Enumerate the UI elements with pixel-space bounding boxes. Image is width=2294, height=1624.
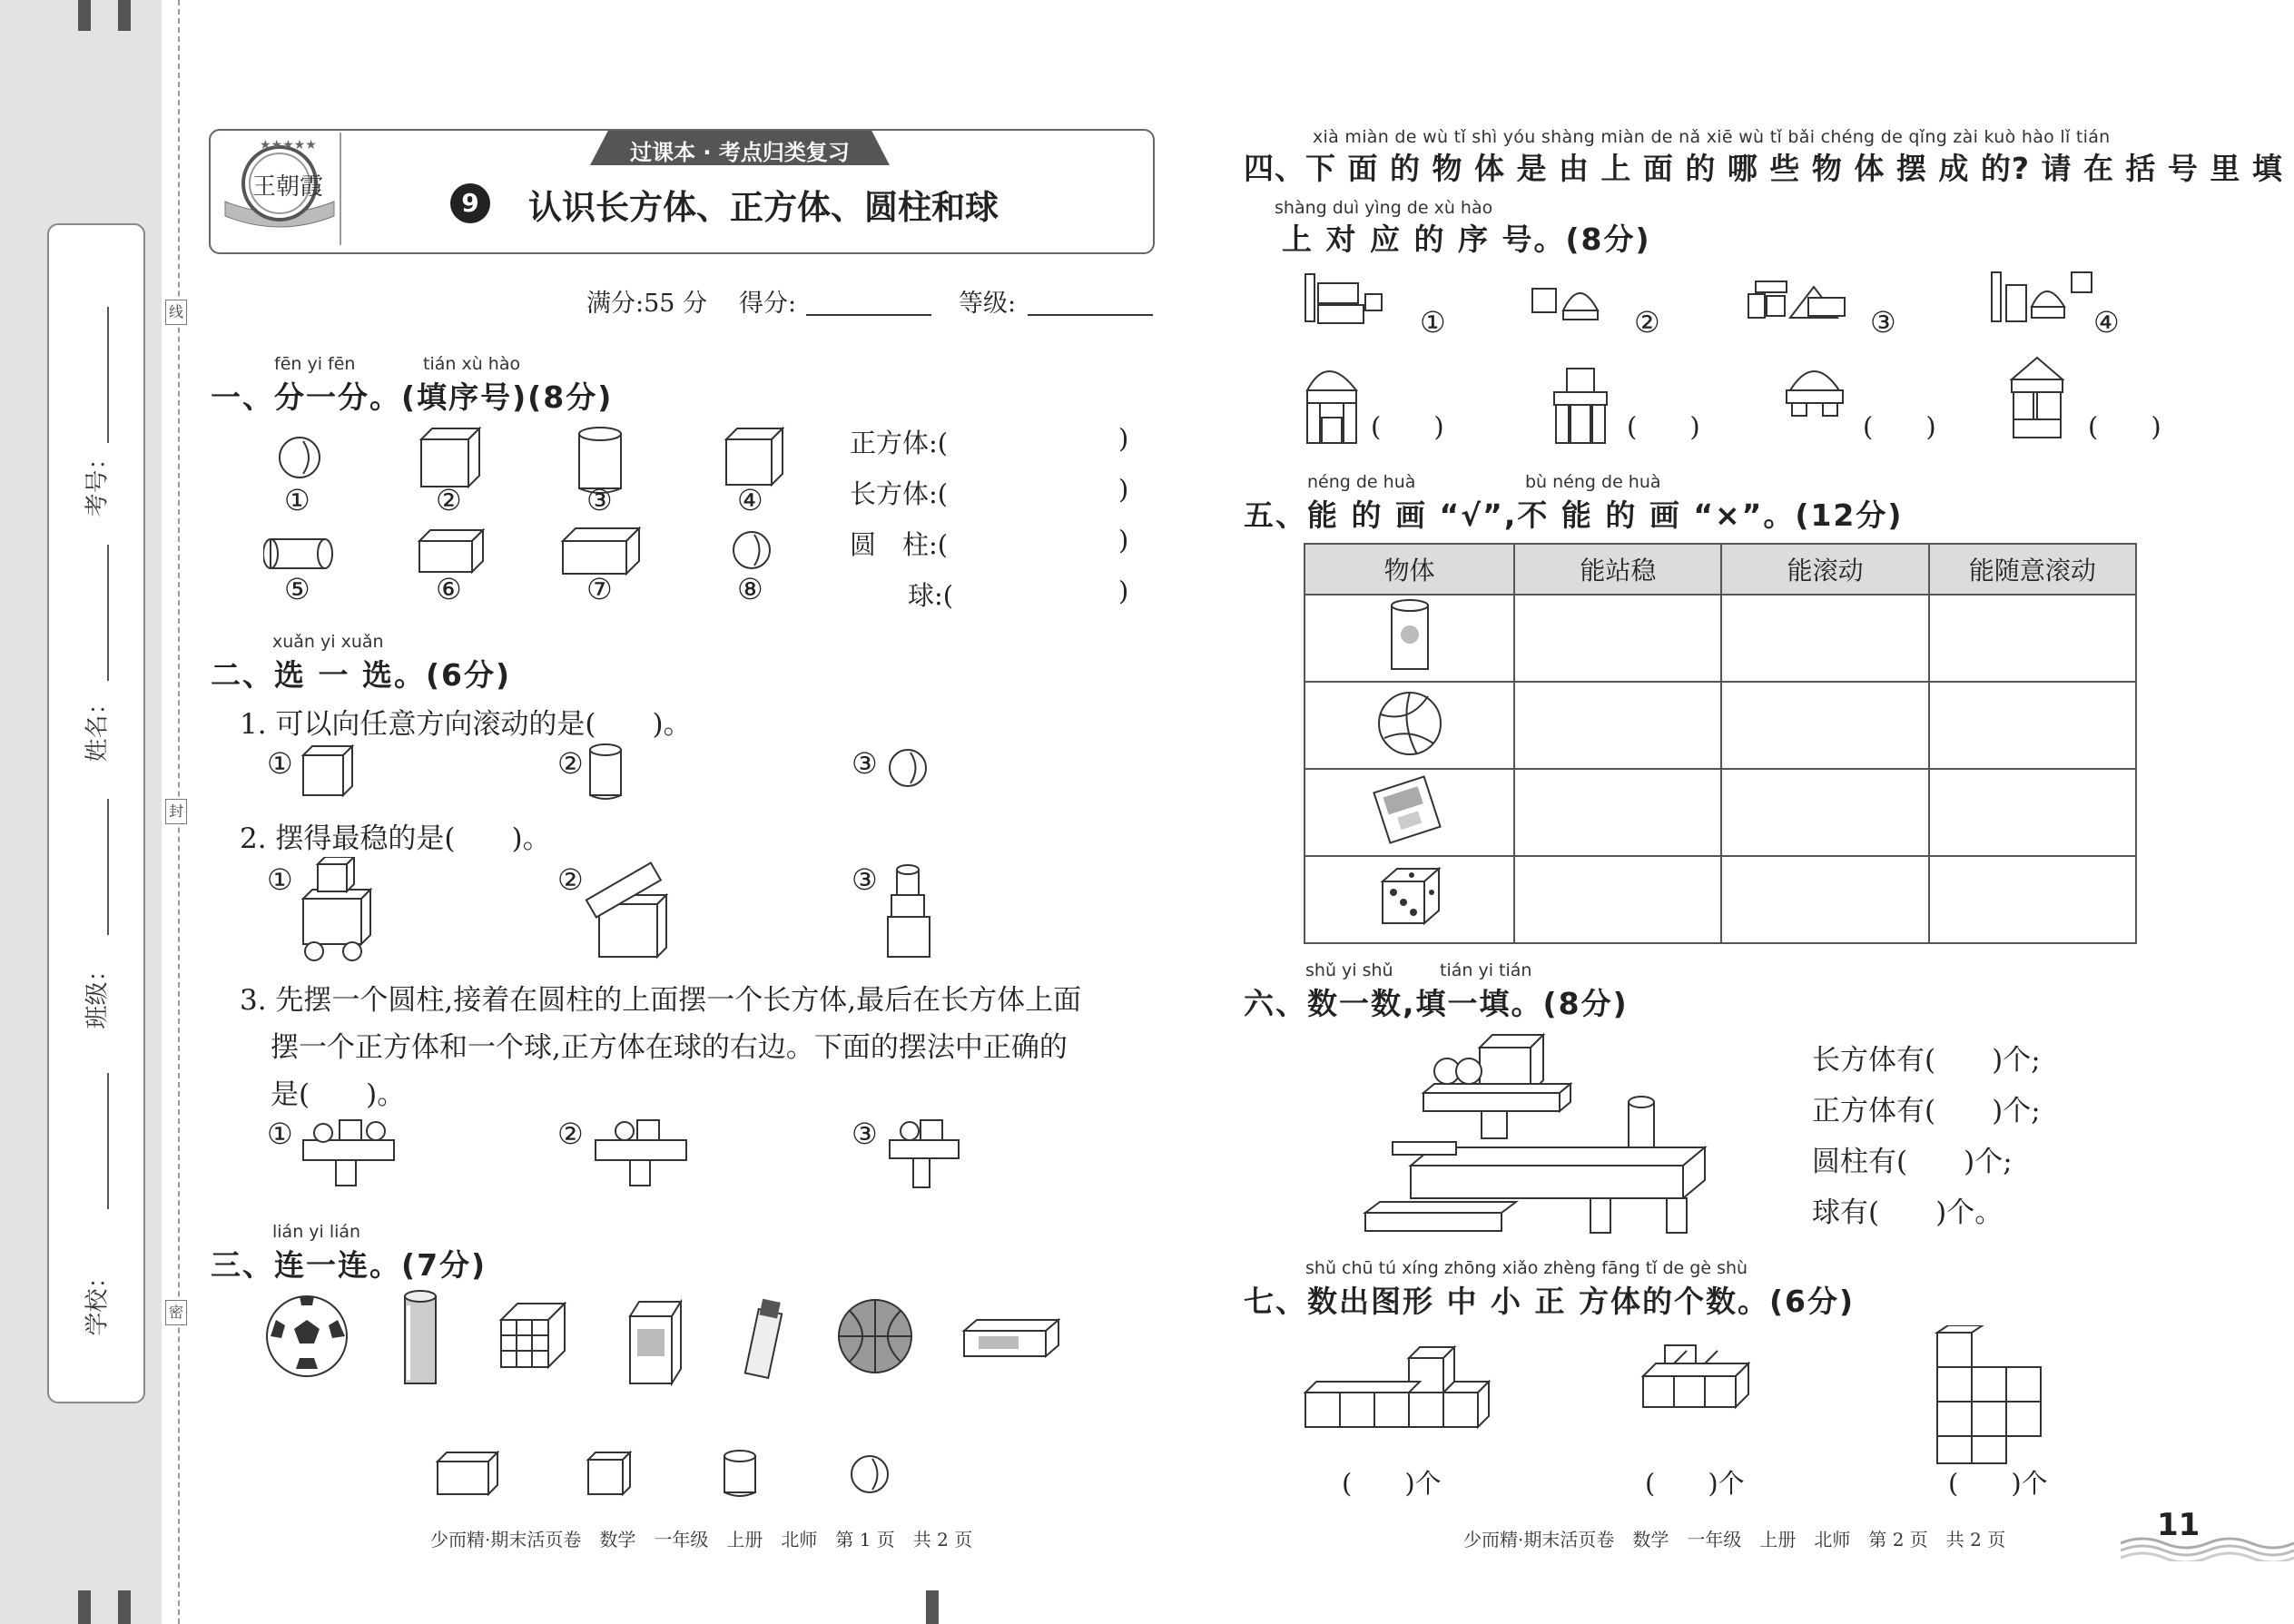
answer-cuboid-label: 长方体:(	[850, 478, 949, 509]
q3-shapes	[427, 1447, 917, 1501]
cell-roll[interactable]	[1721, 769, 1928, 856]
answer-cube-label: 正方体:(	[850, 428, 949, 458]
cube-option	[303, 746, 352, 795]
q4-pinyin-line2: shàng duì yìng de xù hào	[1275, 198, 1493, 218]
cup-icon	[1383, 598, 1437, 674]
set-2	[1532, 289, 1598, 320]
q2-2-opt3[interactable]: ③	[852, 862, 878, 897]
col-object: 物体	[1305, 544, 1514, 595]
footer-left: 少而精·期末活页卷 数学 一年级 上册 北师 第 1 页 共 2 页	[430, 1529, 973, 1550]
eraser-icon	[964, 1320, 1058, 1356]
cell-stand[interactable]	[1514, 595, 1721, 682]
stack-cylinder-top	[586, 862, 666, 957]
exam-no-line	[107, 307, 109, 443]
q6-line-cylinder: 圆柱有( )个;	[1812, 1146, 2013, 1178]
cell-roll-any[interactable]	[1929, 595, 2136, 682]
logo	[216, 136, 343, 245]
row-object-ball	[1305, 682, 1514, 769]
crop-mark	[78, 1590, 91, 1624]
grade-field[interactable]	[1028, 314, 1153, 316]
figure-1	[1305, 1347, 1489, 1427]
name-line	[107, 545, 109, 681]
q4-answer-3[interactable]: ( )	[1863, 411, 1936, 442]
q1-num-3: ③	[586, 483, 613, 517]
q6-heading: 六、数一数,填一填。(8分)	[1244, 986, 1629, 1021]
cell-stand[interactable]	[1514, 856, 1721, 943]
dice-icon	[1373, 861, 1446, 934]
q4-pinyin-line1: xià miàn de wù tǐ shì yóu shàng miàn de nǎ xiē wù tǐ bǎi chéng de qǐng zài kuò hào lǐ tián	[1313, 127, 2111, 147]
crop-mark	[118, 1590, 131, 1624]
q4-num-1: ①	[1420, 305, 1446, 340]
sphere-8	[733, 532, 770, 568]
row-object-cup	[1305, 595, 1514, 682]
grade-label: 等级:	[959, 290, 1017, 318]
sphere-option	[890, 750, 926, 786]
q1-num-6: ⑥	[436, 572, 462, 606]
answer-cube-close: )	[1118, 423, 1129, 454]
student-info-panel	[47, 223, 145, 1403]
score-label: 得分:	[739, 290, 797, 318]
stack-on-wheels	[303, 857, 370, 960]
q4-heading-line2: 上 对 应 的 序 号。(8分)	[1282, 221, 1651, 257]
q1-shapes	[263, 423, 790, 605]
volleyball-icon	[1373, 687, 1446, 760]
q4-answer-2[interactable]: ( )	[1627, 411, 1700, 442]
set-1	[1305, 274, 1382, 323]
q6-structure	[1360, 1029, 1723, 1240]
cylinder-target	[724, 1451, 755, 1496]
stack-tower	[888, 865, 930, 957]
figure-2	[1643, 1345, 1748, 1407]
bind-mark: 密	[165, 1300, 187, 1325]
figure-3	[1937, 1325, 2041, 1463]
wave-decoration	[2121, 1507, 2294, 1561]
set-3	[1748, 281, 1845, 318]
cell-roll-any[interactable]	[1929, 682, 2136, 769]
q1-num-5: ⑤	[284, 572, 310, 606]
built-1	[1307, 371, 1356, 443]
cube-2	[421, 428, 479, 487]
col-roll-any: 能随意滚动	[1929, 544, 2136, 595]
q1-pinyin-b: tián xù hào	[423, 354, 521, 374]
cylinder-5	[263, 539, 332, 568]
q2-heading: 二、选 一 选。(6分)	[211, 657, 512, 693]
cube-4	[726, 428, 783, 485]
answer-cylinder-label: 圆 柱:(	[850, 529, 949, 560]
school-line	[107, 1073, 109, 1209]
bind-mark: 封	[165, 799, 187, 824]
page-number: 11	[2157, 1507, 2200, 1543]
q3-objects	[263, 1284, 1071, 1393]
q2-1-shapes	[300, 739, 935, 812]
q7-answer-3[interactable]: ( )个	[1948, 1468, 2048, 1499]
arrangement-3	[890, 1120, 959, 1187]
q7-heading: 七、数出图形 中 小 正 方体的个数。(6分)	[1244, 1284, 1856, 1319]
rubiks-cube-icon	[501, 1304, 565, 1367]
table-row	[1305, 595, 2136, 682]
cube-target	[588, 1452, 630, 1494]
q2-1-opt2[interactable]: ②	[557, 746, 584, 781]
cell-roll-any[interactable]	[1929, 769, 2136, 856]
crop-mark	[78, 0, 91, 31]
q2-1-opt1[interactable]: ①	[267, 746, 293, 781]
bind-mark: 线	[165, 300, 187, 325]
q2-2-opt1[interactable]: ①	[267, 862, 293, 897]
class-line	[107, 799, 109, 935]
basketball-icon	[839, 1300, 911, 1373]
q6-pinyin-a: shǔ yi shǔ	[1305, 960, 1393, 980]
row-object-book	[1305, 769, 1514, 856]
cell-roll[interactable]	[1721, 856, 1928, 943]
can-icon	[405, 1291, 436, 1383]
q2-s1: 1. 可以向任意方向滚动的是( )。	[240, 708, 692, 741]
logo-text: 王朝霞	[252, 173, 324, 201]
q7-figures	[1300, 1325, 2117, 1471]
class-label: 班级：	[84, 958, 112, 1029]
banner-text: 过课本 · 考点归类复习	[630, 140, 850, 165]
cell-roll[interactable]	[1721, 595, 1928, 682]
q2-1-opt3[interactable]: ③	[852, 746, 878, 781]
school-label: 学校：	[84, 1265, 112, 1336]
q2-s3-line3: 是( )。	[271, 1078, 406, 1111]
sphere-1	[280, 438, 320, 477]
q2-s2: 2. 摆得最稳的是( )。	[240, 822, 551, 855]
built-2	[1554, 369, 1607, 443]
name-label: 姓名：	[84, 691, 112, 763]
cuboid-6	[419, 530, 483, 572]
cell-stand[interactable]	[1514, 682, 1721, 769]
q2-3-opt2[interactable]: ②	[557, 1117, 584, 1151]
unit-number: 9	[450, 183, 490, 223]
cell-roll[interactable]	[1721, 682, 1928, 769]
built-3	[1787, 371, 1843, 416]
q2-2-opt2[interactable]: ②	[557, 862, 584, 897]
q6-pinyin-b: tián yi tián	[1440, 960, 1532, 980]
svg-text:★★★★★: ★★★★★	[260, 138, 317, 153]
cell-roll-any[interactable]	[1929, 856, 2136, 943]
q2-2-stacks	[296, 857, 950, 966]
q2-pinyin: xuǎn yi xuǎn	[272, 632, 384, 652]
q3-pinyin: lián yi lián	[272, 1222, 361, 1242]
page-title: 认识长方体、正方体、圆柱和球	[528, 188, 999, 227]
table-row	[1305, 856, 2136, 943]
glue-stick-icon	[745, 1299, 782, 1378]
q7-pinyin: shǔ chū tú xíng zhōng xiǎo zhèng fāng tǐ de gè shù	[1305, 1258, 1748, 1278]
q2-3-opt1[interactable]: ①	[267, 1117, 293, 1151]
table-row	[1305, 769, 2136, 856]
arrangement-1	[303, 1120, 394, 1186]
row-object-dice	[1305, 856, 1514, 943]
q6-line-cube: 正方体有( )个;	[1812, 1095, 2041, 1127]
cuboid-target	[438, 1452, 497, 1494]
q3-heading: 三、连一连。(7分)	[211, 1247, 487, 1283]
milk-box-icon	[630, 1302, 681, 1383]
q5-heading: 五、能 的 画 “√”,不 能 的 画 “×”。(12分)	[1244, 497, 1904, 533]
footer-right: 少而精·期末活页卷 数学 一年级 上册 北师 第 2 页 共 2 页	[1463, 1529, 2006, 1550]
q6-line-cuboid: 长方体有( )个;	[1812, 1044, 2041, 1077]
q5-pinyin-a: néng de huà	[1307, 472, 1416, 492]
q7-answer-2[interactable]: ( )个	[1645, 1468, 1745, 1499]
q1-num-1: ①	[284, 483, 310, 517]
q1-pinyin-a: fēn yi fēn	[274, 354, 356, 374]
table-row	[1305, 682, 2136, 769]
answer-sphere-label: 球:(	[908, 580, 954, 611]
cell-stand[interactable]	[1514, 769, 1721, 856]
col-roll: 能滚动	[1721, 544, 1928, 595]
q1-num-8: ⑧	[737, 572, 763, 606]
q1-heading: 一、分一分。(填序号)(8分)	[211, 379, 614, 415]
q4-num-3: ③	[1870, 305, 1896, 340]
q4-num-2: ②	[1634, 305, 1660, 340]
q2-s3-line1: 3. 先摆一个圆柱,接着在圆柱的上面摆一个长方体,最后在长方体上面	[240, 984, 1082, 1017]
q2-3-arrangements	[300, 1113, 971, 1189]
sphere-target	[852, 1456, 888, 1492]
q1-num-7: ⑦	[586, 572, 613, 606]
q1-num-4: ④	[737, 483, 763, 517]
set-4	[1992, 272, 2092, 321]
answer-cylinder-close: )	[1118, 525, 1129, 556]
col-stand: 能站稳	[1514, 544, 1721, 595]
q4-heading-line1: 四、下 面 的 物 体 是 由 上 面 的 哪 些 物 体 摆 成 的? 请 在 括 号 里 填	[1244, 151, 2283, 186]
q4-answer-4[interactable]: ( )	[2088, 411, 2161, 442]
built-4	[2012, 358, 2063, 438]
book-icon	[1372, 774, 1448, 847]
q2-s3-line2: 摆一个正方体和一个球,正方体在球的右边。下面的摆法中正确的	[271, 1031, 1068, 1064]
answer-sphere-close: )	[1118, 576, 1129, 606]
q4-answer-1[interactable]: ( )	[1371, 411, 1444, 442]
answer-cuboid-close: )	[1118, 474, 1129, 505]
q5-table	[1304, 543, 2137, 944]
full-score: 满分:55 分	[586, 290, 708, 318]
soccer-ball-icon	[267, 1296, 347, 1376]
exam-no-label: 考号：	[84, 446, 112, 517]
q4-num-4: ④	[2093, 305, 2120, 340]
cylinder-option	[590, 744, 621, 799]
arrangement-2	[596, 1120, 686, 1186]
q7-answer-1[interactable]: ( )个	[1342, 1468, 1442, 1499]
q2-3-opt3[interactable]: ③	[852, 1117, 878, 1151]
q1-num-2: ②	[436, 483, 462, 517]
logo-divider	[340, 133, 341, 245]
crop-mark	[926, 1590, 939, 1624]
cuboid-7	[563, 528, 639, 574]
crop-mark	[118, 0, 131, 31]
score-field[interactable]	[806, 314, 931, 316]
q5-pinyin-b: bù néng de huà	[1525, 472, 1661, 492]
q6-line-sphere: 球有( )个。	[1812, 1196, 2004, 1229]
